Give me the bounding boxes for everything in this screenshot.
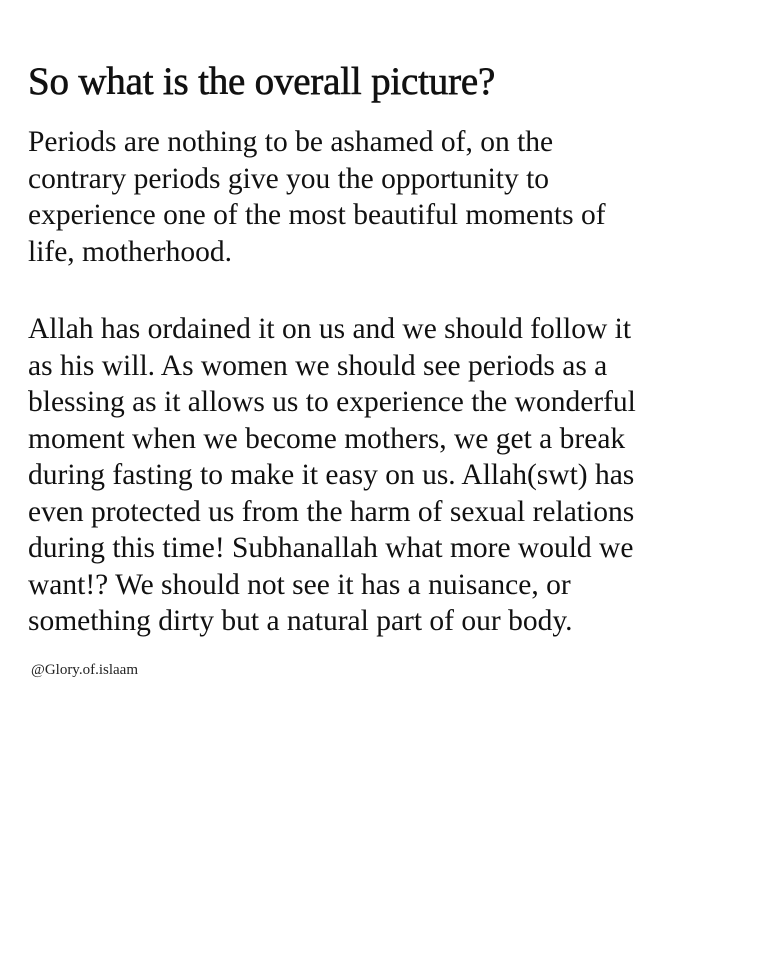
paragraph-allah <box>28 311 636 640</box>
author-credit: @Glory.of.islaam <box>31 662 138 678</box>
paragraph-line: during fasting to make it easy on us. Allah(swt) has <box>28 459 635 491</box>
paragraph-line: Allah has ordained it on us and we should follow it <box>28 313 632 345</box>
paragraph-line: during this time! Subhanallah what more would we <box>28 532 634 564</box>
paragraph-line: moment when we become mothers, we get a break <box>28 422 626 455</box>
paragraph-line: blessing as it allows us to experience the wonderful <box>28 386 636 418</box>
paragraph-line: life, motherhood. <box>28 235 232 268</box>
paragraph-line: want!? We should not see it has a nuisance, or <box>28 568 571 601</box>
page-title: So what is the overall picture? <box>28 60 496 103</box>
paragraph-line: contrary periods give you the opportunity to <box>28 162 550 195</box>
paragraph-line: as his will. As women we should see periods as a <box>28 349 608 382</box>
paragraph-line: Periods are nothing to be ashamed of, on the <box>28 126 554 158</box>
paragraph-line: even protected us from the harm of sexual relations <box>28 495 635 528</box>
paragraph-line: something dirty but a natural part of our body. <box>28 605 573 637</box>
paragraph-periods <box>28 124 606 270</box>
paragraph-line: experience one of the most beautiful moments of <box>28 199 606 231</box>
